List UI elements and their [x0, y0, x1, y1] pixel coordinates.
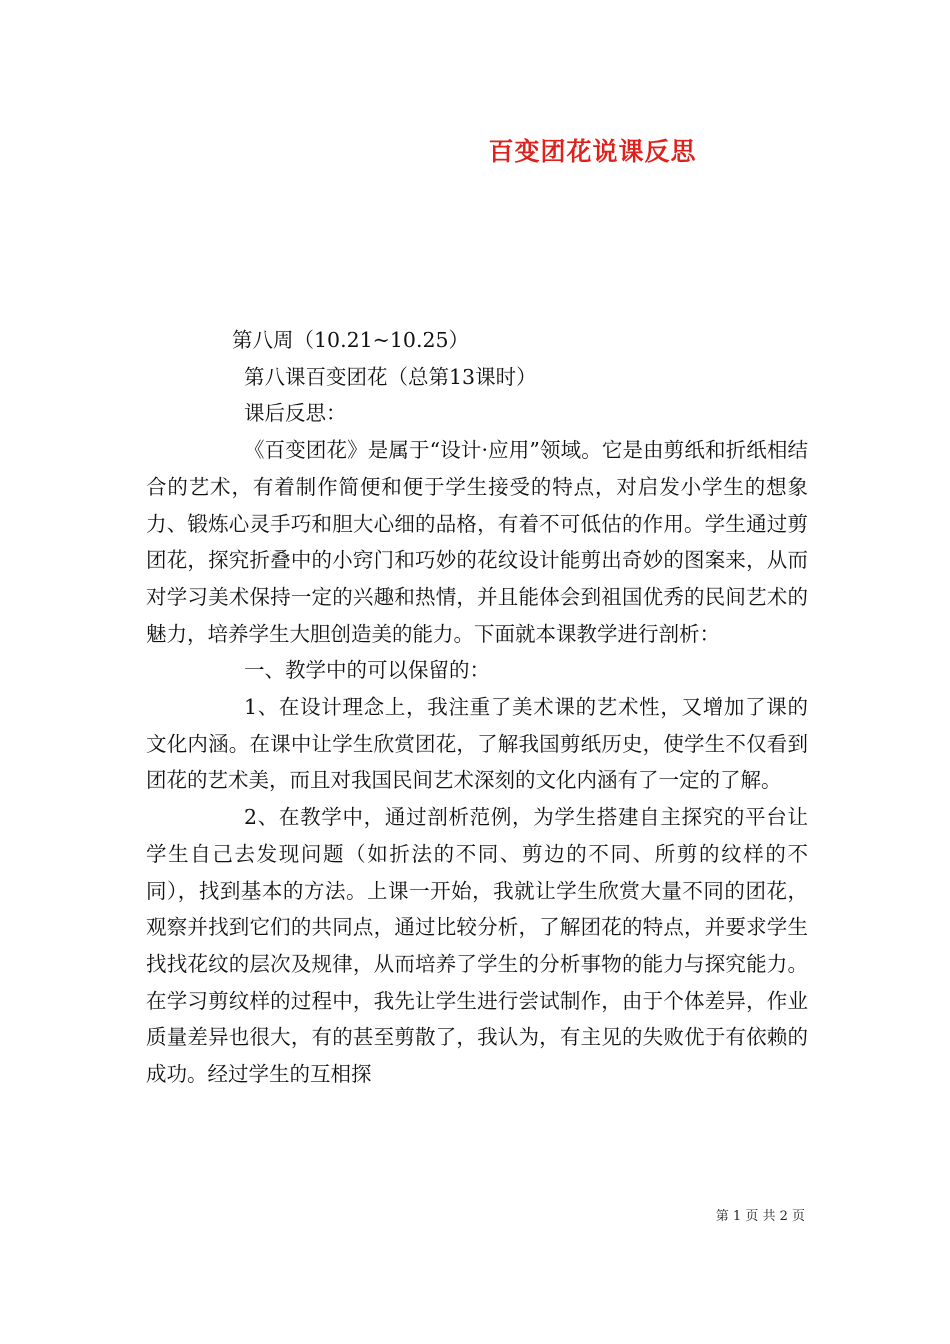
document-body	[146, 322, 808, 1093]
reflection-label: 课后反思：	[244, 401, 347, 426]
page-footer: 第 1 页 共 2 页	[715, 1209, 805, 1224]
intro-paragraph: 《百变团花》是属于“设计·应用”领域。它是由剪纸和折纸相结合的艺术，有着制作简便和便于学生接受的特点，对启发小学生的想象力、锻炼心灵手巧和胆大心细的品格，有着不可低估的作用。学生通过剪团花，探究折叠中的小窍门和巧妙的花纹设计能剪出奇妙的图案来，从而对学习美术保持一定的兴趣和热情，并且能体会到祖国优秀的民间艺术的魅力，培养学生大胆创造美的能力。下面就本课教学进行剖析：	[146, 438, 808, 646]
document-title: 百变团花说课反思	[488, 137, 697, 166]
item-paragraph-1: 1、在设计理念上，我注重了美术课的艺术性，又增加了课的文化内涵。在课中让学生欣赏团花，了解我国剪纸历史，使学生不仅看到团花的艺术美，而且对我国民间艺术深刻的文化内涵有了一定的了解。	[146, 695, 808, 793]
lesson-line: 第八课百变团花（总第13课时）	[244, 364, 537, 389]
section-heading: 一、教学中的可以保留的：	[244, 658, 490, 683]
week-line: 第八周（10.21~10.25）	[232, 328, 470, 352]
item-paragraph-2: 2、在教学中，通过剖析范例，为学生搭建自主探究的平台让学生自己去发现问题（如折法的不同、剪边的不同、所剪的纹样的不同），找到基本的方法。上课一开始，我就让学生欣赏大量不同的团花，观察并找到它们的共同点，通过比较分析，了解团花的特点，并要求学生找找花纹的层次及规律，从而培养了学生的分析事物的能力与探究能力。在学习剪纹样的过程中，我先让学生进行尝试制作，由于个体差异，作业质量差异也很大，有的甚至剪散了，我认为，有主见的失败优于有依赖的成功。经过学生的互相探	[146, 805, 808, 1087]
